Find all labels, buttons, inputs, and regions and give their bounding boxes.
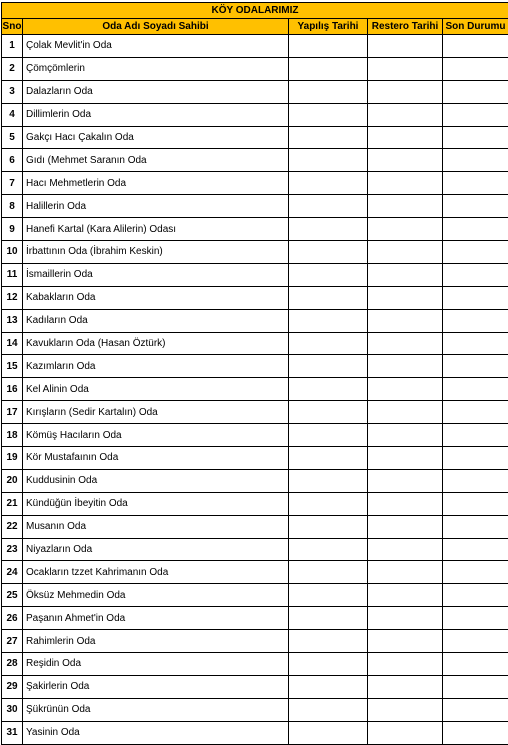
row-built-date-cell[interactable]	[289, 218, 368, 241]
table-row	[2, 515, 508, 538]
row-sno-cell[interactable]: 22	[2, 515, 23, 538]
row-sno-cell[interactable]: 12	[2, 286, 23, 309]
row-owner-cell[interactable]: Şükrünün Oda	[23, 698, 289, 721]
row-restoration-date-cell[interactable]	[368, 57, 443, 80]
column-header-current-status[interactable]: Son Durumu	[443, 19, 508, 35]
row-restoration-date-cell[interactable]	[368, 561, 443, 584]
row-sno-cell[interactable]: 25	[2, 584, 23, 607]
row-restoration-date-cell[interactable]	[368, 538, 443, 561]
row-restoration-date-cell[interactable]	[368, 675, 443, 698]
table-row	[2, 195, 508, 218]
row-owner-cell[interactable]: Şakirlerin Oda	[23, 675, 289, 698]
row-owner-cell[interactable]: Kömüş Hacıların Oda	[23, 424, 289, 447]
table-row	[2, 469, 508, 492]
table-row	[2, 721, 508, 744]
table-row	[2, 80, 508, 103]
row-status-cell[interactable]	[443, 675, 508, 698]
row-restoration-date-cell[interactable]	[368, 149, 443, 172]
row-sno-cell[interactable]: 8	[2, 195, 23, 218]
row-owner-cell[interactable]: Kel Alinin Oda	[23, 378, 289, 401]
row-restoration-date-cell[interactable]	[368, 447, 443, 470]
row-built-date-cell[interactable]	[289, 607, 368, 630]
table-row	[2, 447, 508, 470]
row-owner-cell[interactable]: Niyazların Oda	[23, 538, 289, 561]
table-row	[2, 492, 508, 515]
row-owner-cell[interactable]: Rahimlerin Oda	[23, 630, 289, 653]
row-built-date-cell[interactable]	[289, 332, 368, 355]
row-owner-cell[interactable]: Ocakların tzzet Kahrimanın Oda	[23, 561, 289, 584]
row-sno-cell[interactable]: 30	[2, 698, 23, 721]
row-sno-cell[interactable]: 3	[2, 80, 23, 103]
row-built-date-cell[interactable]	[289, 195, 368, 218]
row-sno-cell[interactable]: 5	[2, 126, 23, 149]
row-owner-cell[interactable]: Halillerin Oda	[23, 195, 289, 218]
row-sno-cell[interactable]: 16	[2, 378, 23, 401]
row-built-date-cell[interactable]	[289, 675, 368, 698]
row-status-cell[interactable]	[443, 241, 508, 264]
row-status-cell[interactable]	[443, 35, 508, 58]
table-row	[2, 286, 508, 309]
row-sno-cell[interactable]: 26	[2, 607, 23, 630]
table-row	[2, 103, 508, 126]
table-row	[2, 35, 508, 58]
table-row	[2, 378, 508, 401]
row-status-cell[interactable]	[443, 721, 508, 744]
row-owner-cell[interactable]: Çömçömlerin	[23, 57, 289, 80]
row-built-date-cell[interactable]	[289, 57, 368, 80]
row-status-cell[interactable]	[443, 492, 508, 515]
row-status-cell[interactable]	[443, 57, 508, 80]
row-sno-cell[interactable]: 15	[2, 355, 23, 378]
row-restoration-date-cell[interactable]	[368, 332, 443, 355]
row-built-date-cell[interactable]	[289, 515, 368, 538]
table-row	[2, 424, 508, 447]
row-restoration-date-cell[interactable]	[368, 424, 443, 447]
row-restoration-date-cell[interactable]	[368, 218, 443, 241]
row-built-date-cell[interactable]	[289, 149, 368, 172]
table-row	[2, 653, 508, 676]
row-status-cell[interactable]	[443, 538, 508, 561]
table-row	[2, 355, 508, 378]
row-sno-cell[interactable]: 1	[2, 35, 23, 58]
row-sno-cell[interactable]: 6	[2, 149, 23, 172]
row-sno-cell[interactable]: 18	[2, 424, 23, 447]
row-sno-cell[interactable]: 14	[2, 332, 23, 355]
row-built-date-cell[interactable]	[289, 447, 368, 470]
table-row	[2, 675, 508, 698]
column-header-restoration-date[interactable]: Restero Tarihi	[368, 19, 443, 35]
row-built-date-cell[interactable]	[289, 538, 368, 561]
row-built-date-cell[interactable]	[289, 584, 368, 607]
table-row	[2, 241, 508, 264]
row-owner-cell[interactable]: Hanefi Kartal (Kara Alilerin) Odası	[23, 218, 289, 241]
row-built-date-cell[interactable]	[289, 103, 368, 126]
row-status-cell[interactable]	[443, 218, 508, 241]
row-built-date-cell[interactable]	[289, 630, 368, 653]
row-built-date-cell[interactable]	[289, 401, 368, 424]
row-owner-cell[interactable]: Kündüğün İbeyitin Oda	[23, 492, 289, 515]
row-built-date-cell[interactable]	[289, 80, 368, 103]
row-restoration-date-cell[interactable]	[368, 126, 443, 149]
row-status-cell[interactable]	[443, 515, 508, 538]
column-header-built-date[interactable]: Yapılış Tarihi	[289, 19, 368, 35]
row-status-cell[interactable]	[443, 126, 508, 149]
row-restoration-date-cell[interactable]	[368, 355, 443, 378]
row-owner-cell[interactable]: Kabakların Oda	[23, 286, 289, 309]
row-owner-cell[interactable]: Çolak Mevlit'in Oda	[23, 35, 289, 58]
row-status-cell[interactable]	[443, 378, 508, 401]
row-built-date-cell[interactable]	[289, 241, 368, 264]
table-row	[2, 172, 508, 195]
table-title[interactable]: KÖY ODALARIMIZ	[2, 3, 508, 19]
row-sno-cell[interactable]: 23	[2, 538, 23, 561]
row-built-date-cell[interactable]	[289, 378, 368, 401]
table-row	[2, 126, 508, 149]
row-restoration-date-cell[interactable]	[368, 607, 443, 630]
row-owner-cell[interactable]: Musanın Oda	[23, 515, 289, 538]
row-owner-cell[interactable]: Paşanın Ahmet'in Oda	[23, 607, 289, 630]
row-owner-cell[interactable]: Kör Mustafaının Oda	[23, 447, 289, 470]
row-restoration-date-cell[interactable]	[368, 378, 443, 401]
row-built-date-cell[interactable]	[289, 263, 368, 286]
row-owner-cell[interactable]: Yasinin Oda	[23, 721, 289, 744]
row-restoration-date-cell[interactable]	[368, 309, 443, 332]
row-sno-cell[interactable]: 13	[2, 309, 23, 332]
table-row	[2, 561, 508, 584]
row-sno-cell[interactable]: 31	[2, 721, 23, 744]
row-sno-cell[interactable]: 10	[2, 241, 23, 264]
row-status-cell[interactable]	[443, 103, 508, 126]
row-status-cell[interactable]	[443, 424, 508, 447]
row-restoration-date-cell[interactable]	[368, 630, 443, 653]
row-owner-cell[interactable]: Reşidin Oda	[23, 653, 289, 676]
row-owner-cell[interactable]: Kuddusinin Oda	[23, 469, 289, 492]
row-owner-cell[interactable]: Kavukların Oda (Hasan Öztürk)	[23, 332, 289, 355]
village-rooms-table	[1, 2, 508, 745]
row-sno-cell[interactable]: 24	[2, 561, 23, 584]
row-sno-cell[interactable]: 4	[2, 103, 23, 126]
row-restoration-date-cell[interactable]	[368, 286, 443, 309]
row-owner-cell[interactable]: Dalazların Oda	[23, 80, 289, 103]
row-sno-cell[interactable]: 20	[2, 469, 23, 492]
row-built-date-cell[interactable]	[289, 355, 368, 378]
row-owner-cell[interactable]: Dillimlerin Oda	[23, 103, 289, 126]
row-status-cell[interactable]	[443, 401, 508, 424]
row-owner-cell[interactable]: Gıdı (Mehmet Saranın Oda	[23, 149, 289, 172]
row-restoration-date-cell[interactable]	[368, 653, 443, 676]
table-row	[2, 698, 508, 721]
row-restoration-date-cell[interactable]	[368, 698, 443, 721]
header-row	[2, 19, 508, 35]
table-row	[2, 584, 508, 607]
row-owner-cell[interactable]: İrbattının Oda (İbrahim Keskin)	[23, 241, 289, 264]
table-row	[2, 607, 508, 630]
row-restoration-date-cell[interactable]	[368, 584, 443, 607]
column-header-sno[interactable]: Sno	[2, 19, 23, 35]
row-status-cell[interactable]	[443, 355, 508, 378]
table-row	[2, 57, 508, 80]
row-sno-cell[interactable]: 9	[2, 218, 23, 241]
row-restoration-date-cell[interactable]	[368, 172, 443, 195]
row-sno-cell[interactable]: 17	[2, 401, 23, 424]
row-status-cell[interactable]	[443, 149, 508, 172]
row-built-date-cell[interactable]	[289, 721, 368, 744]
row-restoration-date-cell[interactable]	[368, 721, 443, 744]
row-built-date-cell[interactable]	[289, 35, 368, 58]
table-row	[2, 218, 508, 241]
row-status-cell[interactable]	[443, 286, 508, 309]
table-row	[2, 309, 508, 332]
row-sno-cell[interactable]: 19	[2, 447, 23, 470]
row-built-date-cell[interactable]	[289, 309, 368, 332]
row-sno-cell[interactable]: 2	[2, 57, 23, 80]
row-owner-cell[interactable]: Kazımların Oda	[23, 355, 289, 378]
column-header-owner[interactable]: Oda Adı Soyadı Sahibi	[23, 19, 289, 35]
row-sno-cell[interactable]: 28	[2, 653, 23, 676]
table-row	[2, 332, 508, 355]
row-owner-cell[interactable]: Hacı Mehmetlerin Oda	[23, 172, 289, 195]
row-owner-cell[interactable]: Öksüz Mehmedin Oda	[23, 584, 289, 607]
row-restoration-date-cell[interactable]	[368, 263, 443, 286]
row-sno-cell[interactable]: 7	[2, 172, 23, 195]
row-status-cell[interactable]	[443, 584, 508, 607]
row-built-date-cell[interactable]	[289, 126, 368, 149]
row-built-date-cell[interactable]	[289, 561, 368, 584]
row-status-cell[interactable]	[443, 698, 508, 721]
table-row	[2, 149, 508, 172]
row-built-date-cell[interactable]	[289, 653, 368, 676]
row-sno-cell[interactable]: 27	[2, 630, 23, 653]
row-restoration-date-cell[interactable]	[368, 492, 443, 515]
row-sno-cell[interactable]: 29	[2, 675, 23, 698]
row-status-cell[interactable]	[443, 309, 508, 332]
row-status-cell[interactable]	[443, 630, 508, 653]
row-built-date-cell[interactable]	[289, 424, 368, 447]
row-restoration-date-cell[interactable]	[368, 469, 443, 492]
row-status-cell[interactable]	[443, 80, 508, 103]
row-status-cell[interactable]	[443, 172, 508, 195]
table-row	[2, 538, 508, 561]
row-owner-cell[interactable]: Kırışların (Sedir Kartalın) Oda	[23, 401, 289, 424]
table-row	[2, 401, 508, 424]
table-row	[2, 630, 508, 653]
row-built-date-cell[interactable]	[289, 286, 368, 309]
row-status-cell[interactable]	[443, 607, 508, 630]
row-owner-cell[interactable]: Kadıların Oda	[23, 309, 289, 332]
row-restoration-date-cell[interactable]	[368, 195, 443, 218]
row-status-cell[interactable]	[443, 263, 508, 286]
row-status-cell[interactable]	[443, 469, 508, 492]
row-restoration-date-cell[interactable]	[368, 515, 443, 538]
row-built-date-cell[interactable]	[289, 492, 368, 515]
row-restoration-date-cell[interactable]	[368, 401, 443, 424]
row-built-date-cell[interactable]	[289, 469, 368, 492]
row-status-cell[interactable]	[443, 332, 508, 355]
row-owner-cell[interactable]: Gakçı Hacı Çakalın Oda	[23, 126, 289, 149]
table-row	[2, 263, 508, 286]
row-restoration-date-cell[interactable]	[368, 103, 443, 126]
row-built-date-cell[interactable]	[289, 698, 368, 721]
title-row	[2, 3, 508, 19]
row-owner-cell[interactable]: İsmaillerin Oda	[23, 263, 289, 286]
row-sno-cell[interactable]: 21	[2, 492, 23, 515]
row-status-cell[interactable]	[443, 447, 508, 470]
row-restoration-date-cell[interactable]	[368, 80, 443, 103]
row-status-cell[interactable]	[443, 561, 508, 584]
row-status-cell[interactable]	[443, 195, 508, 218]
row-built-date-cell[interactable]	[289, 172, 368, 195]
row-restoration-date-cell[interactable]	[368, 241, 443, 264]
row-restoration-date-cell[interactable]	[368, 35, 443, 58]
row-status-cell[interactable]	[443, 653, 508, 676]
row-sno-cell[interactable]: 11	[2, 263, 23, 286]
